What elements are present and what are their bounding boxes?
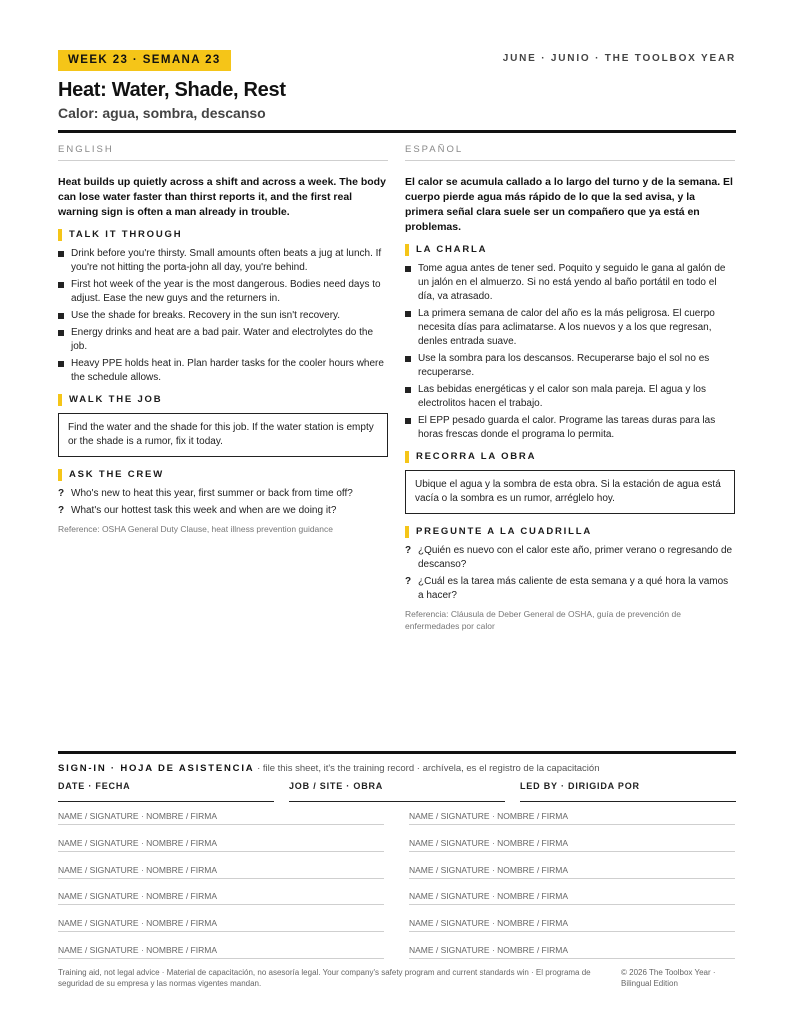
list-item: Drink before you're thirsty. Small amounts often beats a jug at lunch. If you're not hitting the porta-john all day, you're behind. bbox=[58, 247, 388, 275]
week-badge: WEEK 23 · SEMANA 23 bbox=[58, 50, 231, 71]
spanish-walk-heading: RECORRA LA OBRA bbox=[405, 451, 735, 463]
english-walk-heading: WALK THE JOB bbox=[58, 394, 388, 406]
signin-heading: SIGN-IN · HOJA DE ASISTENCIA · file this sheet, it's the training record · archívela, es el registro de la capacitación bbox=[58, 763, 600, 774]
english-talk-list bbox=[58, 247, 388, 385]
spanish-walk-box: Ubique el agua y la sombra de esta obra. Si la estación de agua está vacía o la sombra es un rumor, arréglelo hoy. bbox=[405, 470, 735, 514]
english-ask-heading: ASK THE CREW bbox=[58, 469, 388, 481]
spanish-reference: Referencia: Cláusula de Deber General de OSHA, guía de prevención de enfermedades por calor bbox=[405, 609, 681, 631]
english-reference: Reference: OSHA General Duty Clause, heat illness prevention guidance bbox=[58, 524, 333, 534]
list-item: ? ¿Quién es nuevo con el calor este año, primer verano o regresando de descanso? bbox=[405, 545, 733, 570]
english-column bbox=[58, 144, 388, 535]
signature-line[interactable]: NAME / SIGNATURE · NOMBRE / FIRMA bbox=[409, 891, 735, 905]
footer-disclaimer: Training aid, not legal advice · Material de capacitación, no asesoría legal. Your company's safety program and current standards win · El programa de seguridad de su empresa y las normas vigentes mandan. bbox=[58, 968, 591, 988]
english-talk-heading: TALK IT THROUGH bbox=[58, 229, 388, 241]
list-item: Las bebidas energéticas y el calor son mala pareja. El agua y los electrolitos hacen el trabajo. bbox=[405, 383, 735, 411]
spanish-ask-list bbox=[405, 544, 735, 603]
signature-line[interactable]: NAME / SIGNATURE · NOMBRE / FIRMA bbox=[409, 865, 735, 879]
list-item: Use la sombra para los descansos. Recuperarse bajo el sol no es recuperarse. bbox=[405, 352, 735, 380]
list-item: La primera semana de calor del año es la más peligrosa. El cuerpo necesita días para aclimatarse. A los nuevos y a los que regresan, denles entrada suave. bbox=[405, 307, 735, 349]
question-mark-icon: ? bbox=[405, 545, 412, 556]
list-item: El EPP pesado guarda el calor. Programe las tareas duras para las horas frescas donde el programa lo permita. bbox=[405, 414, 735, 442]
footer-copyright: © 2026 The Toolbox Year · Bilingual Edition bbox=[621, 968, 716, 988]
signature-line[interactable]: NAME / SIGNATURE · NOMBRE / FIRMA bbox=[409, 918, 735, 932]
toolbox-talk-sheet bbox=[58, 0, 736, 1028]
spanish-column bbox=[405, 144, 735, 632]
english-walk-box: Find the water and the shade for this job. If the water station is empty or the shade is a rumor, fix it today. bbox=[58, 413, 388, 457]
signature-line[interactable]: NAME / SIGNATURE · NOMBRE / FIRMA bbox=[58, 811, 384, 825]
signature-line[interactable]: NAME / SIGNATURE · NOMBRE / FIRMA bbox=[409, 838, 735, 852]
list-item: Energy drinks and heat are a bad pair. Water and electrolytes do the job. bbox=[58, 326, 388, 354]
list-item: Heavy PPE holds heat in. Plan harder tasks for the cooler hours where the schedule allows. bbox=[58, 357, 388, 385]
question-mark-icon: ? bbox=[405, 576, 412, 587]
signature-line[interactable]: NAME / SIGNATURE · NOMBRE / FIRMA bbox=[58, 945, 384, 959]
spanish-ask-heading: PREGUNTE A LA CUADRILLA bbox=[405, 526, 735, 538]
page-title: Heat: Water, Shade, Rest bbox=[58, 79, 286, 101]
question-mark-icon: ? bbox=[58, 505, 65, 516]
series-label: JUNE · JUNIO · THE TOOLBOX YEAR bbox=[502, 53, 736, 64]
english-lead: Heat builds up quietly across a shift and across a week. The body can lose water faster than thirst reports it, and the first real warning sign is often a man already in trouble. bbox=[58, 176, 386, 218]
spanish-column-label: ESPAÑOL bbox=[405, 144, 735, 161]
signature-line[interactable]: NAME / SIGNATURE · NOMBRE / FIRMA bbox=[409, 945, 735, 959]
signature-line[interactable]: NAME / SIGNATURE · NOMBRE / FIRMA bbox=[58, 918, 384, 932]
signature-line[interactable]: NAME / SIGNATURE · NOMBRE / FIRMA bbox=[409, 811, 735, 825]
header-divider bbox=[58, 130, 736, 133]
signature-line[interactable]: NAME / SIGNATURE · NOMBRE / FIRMA bbox=[58, 838, 384, 852]
question-mark-icon: ? bbox=[58, 488, 65, 499]
job-site-field[interactable]: JOB / SITE · OBRA bbox=[289, 781, 505, 802]
spanish-talk-list bbox=[405, 262, 735, 442]
spanish-talk-heading: LA CHARLA bbox=[405, 244, 735, 256]
spanish-lead: El calor se acumula callado a lo largo del turno y de la semana. El cuerpo pierde agua más rápido de lo que la sed avisa, y la primera señal clara suele ser un compañero que ya está en problemas. bbox=[405, 176, 733, 233]
list-item: Tome agua antes de tener sed. Poquito y seguido le gana al galón de un jalón en el almuerzo. Si no está yendo al baño portátil en todo el día, va atrasado. bbox=[405, 262, 735, 304]
page-subtitle: Calor: agua, sombra, descanso bbox=[58, 105, 266, 121]
list-item: ? What's our hottest task this week and when are we doing it? bbox=[58, 505, 337, 516]
signature-line[interactable]: NAME / SIGNATURE · NOMBRE / FIRMA bbox=[58, 891, 384, 905]
signin-divider bbox=[58, 751, 736, 754]
list-item: Use the shade for breaks. Recovery in the sun isn't recovery. bbox=[58, 309, 388, 323]
signature-line[interactable]: NAME / SIGNATURE · NOMBRE / FIRMA bbox=[58, 865, 384, 879]
led-by-field[interactable]: LED BY · DIRIGIDA POR bbox=[520, 781, 736, 802]
english-ask-list bbox=[58, 487, 388, 518]
list-item: ? Who's new to heat this year, first summer or back from time off? bbox=[58, 488, 353, 499]
list-item: ? ¿Cuál es la tarea más caliente de esta semana y a qué hora la vamos a hacer? bbox=[405, 576, 729, 601]
list-item: First hot week of the year is the most dangerous. Bodies need days to adjust. Ease the new guys and the returners in. bbox=[58, 278, 388, 306]
english-column-label: ENGLISH bbox=[58, 144, 388, 161]
date-field[interactable]: DATE · FECHA bbox=[58, 781, 274, 802]
